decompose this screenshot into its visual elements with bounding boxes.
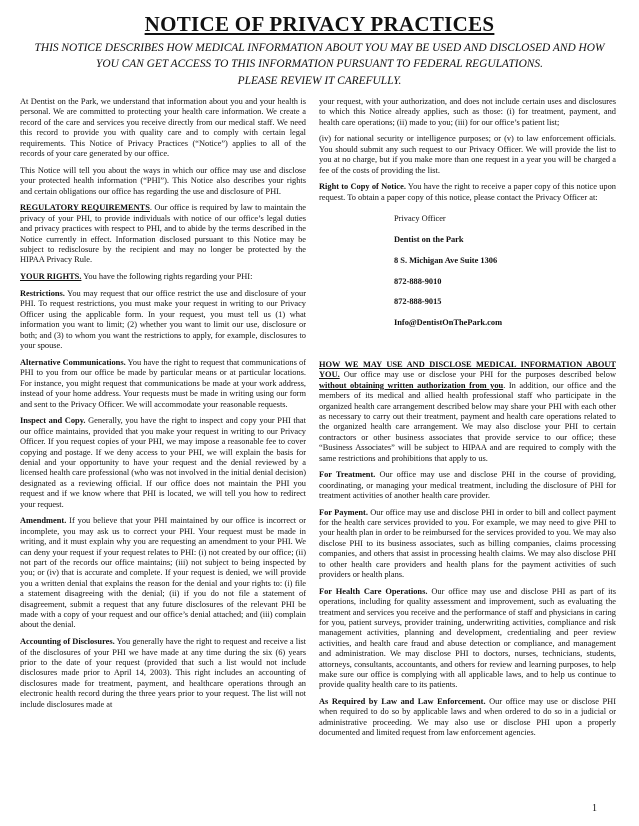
- amendment-section: Amendment. If you believe that your PHI maintained by our office is incorrect or incomplete, you may ask us to correct your PHI. Your request must be made in writing, and it must explain why you are requesting an amendment to your PHI. We can deny your request if your request relates to PHI: (i) not created by our office; (ii) not part of the records our office maintains; (iii) not subject to being inspected by you; or (iv) that is accurate and complete. If your request is denied, we will provide you a written denial that explains the reason for the denial and your rights to: (i) file a statement disagreeing with the denial; (ii) if you do not file a statement of disagreement, submit a request that any future disclosures of the relevant PHI be made with a copy of your request and our office’s denial attached; and (iii) complain about the denial.: [20, 516, 306, 630]
- accounting-heading: Accounting of Disclosures.: [20, 637, 115, 647]
- left-column: [20, 97, 306, 716]
- amendment-heading: Amendment.: [20, 516, 67, 526]
- officer-role: Privacy Officer: [394, 214, 446, 224]
- regulatory-heading: REGULATORY REQUIREMENTS: [20, 203, 150, 213]
- inspect-copy-section: Inspect and Copy. Generally, you have the right to inspect and copy your PHI that our office maintains, provided that you make your request in writing to our Privacy Officer. If you request copies of your PHI, we may impose a reasonable fee to cover copying and postage. If we deny access to your PHI, we will explain the basis for denial and your opportunity to have your request and the denial reviewed by a licensed health care professional (who was not involved in the initial denial decision) designated as a reviewing official. If our office does not maintain the PHI you request and if we know where that PHI is located, we will tell you how to redirect your request.: [20, 416, 306, 509]
- treatment-section: For Treatment. Our office may use and disclose PHI in the course of providing, coordinating, or managing your medical treatment, including the disclosure of PHI for treatment activities of another health care provider.: [319, 470, 616, 501]
- page-number: 1: [592, 803, 597, 814]
- restrictions-heading: Restrictions.: [20, 289, 65, 299]
- operations-section: For Health Care Operations. Our office may use and disclose PHI as part of its operations, including for quality assessment and improvement, such as evaluating the treatment and services you receive and the performance of staff and physicians in caring for you, patient surveys, provider training, underwriting activities, compliance and risk management activities, planning and development, credentialing and peer review activities, and health care fraud and abuse detection or compliance, and management and administration. We may disclose PHI to doctors, nurses, technicians, students, attorneys, consultants, accountants, and others for review and learning purposes, to help make sure our office is complying with all applicable laws, and to help us continue to provide quality health care to its patients.: [319, 586, 616, 690]
- without-authorization-emphasis: without obtaining written authorization from you: [319, 380, 504, 390]
- rights-heading: YOUR RIGHTS.: [20, 272, 82, 282]
- uses-disclosures-heading: HOW WE MAY USE AND DISCLOSE MEDICAL INFORMATION ABOUT YOU.: [319, 360, 616, 380]
- spacer: [319, 334, 616, 360]
- alternative-communications-section: Alternative Communications. You have the right to request that communications of PHI to you from our office be made by particular means or at particular locations. For instance, you might request that communications be made at your work address, instead of your home address. Your requests must be made in writing using our form and sent to the Privacy Officer. We will accommodate your reasonable requests.: [20, 357, 307, 409]
- copy-notice-heading: Right to Copy of Notice.: [319, 182, 406, 192]
- phone-number: 872-888-9015: [394, 297, 442, 307]
- inspect-copy-heading: Inspect and Copy.: [20, 416, 86, 426]
- regulatory-section: REGULATORY REQUIREMENTS. Our office is required by law to maintain the privacy of your PHI, to provide individuals with notice of our office’s legal duties and privacy practices with respect to PHI, and to abide by the terms described in the Notice currently in effect. Information disclosed pursuant to this Notice may be subject to redisclosure by the recipient and may no longer be protected by the HIPAA Privacy Rule.: [20, 203, 306, 265]
- payment-section: For Payment. Our office may use and disclose PHI in order to bill and collect payment for the health care services provided to you. For example, we may need to give PHI to your health plan in order to be reimbursed for the services provided to you. We may also disclose PHI to its business associates, such as billing companies, claims processing companies, and others that assist in processing health claims. We may also disclose PHI to other health care providers and health plans for the payment activities of such providers or health plans.: [319, 507, 616, 580]
- right-column: [319, 97, 616, 745]
- review-notice: PLEASE REVIEW IT CAREFULLY.: [237, 75, 402, 87]
- street-address: 8 S. Michigan Ave Suite 1306: [394, 255, 498, 265]
- phone-number: 872-888-9010: [394, 276, 442, 286]
- operations-heading: For Health Care Operations.: [319, 586, 428, 596]
- privacy-officer-address: [394, 209, 616, 334]
- practice-name: Dentist on the Park: [394, 235, 464, 245]
- law-enforcement-section: As Required by Law and Law Enforcement. Our office may use or disclose PHI when required to do so by applicable laws and when ordered to do so in a judicial or administrative proceeding. We may also use or disclose PHI upon a properly documented and limited request from law enforcement agencies.: [319, 696, 616, 738]
- law-enforcement-heading: As Required by Law and Law Enforcement.: [319, 696, 486, 706]
- accounting-section: Accounting of Disclosures. You generally have the right to request and receive a list of the disclosures of your PHI we have made at any time during the six (6) years prior to the date of your request (provided that such a list would not include disclosures made prior to April 14, 2003). This right includes an accounting of disclosures made for treatment, payment, and healthcare operations through an electronic health record during the three years prior to your request. The list will not include disclosures made at: [20, 637, 306, 709]
- restrictions-section: Restrictions. You may request that our office restrict the use and disclosure of your PHI. To request restrictions, you must make your request in writing to our Privacy Officer using the applicable form. In your request, you must tell us (1) what information you want to limit; (2) whether you want to limit our use, disclosure or both; and (3) to whom you want the restrictions to apply, for example, disclosures to your spouse.: [20, 289, 306, 351]
- accounting-continued: your request, with your authorization, and does not include certain uses and disclosures to which this Notice already applies, such as those: (i) for treatment, payment, and health care operations; (ii) made to you; (iii) for our office’s patient list;: [319, 97, 616, 127]
- rights-section: YOUR RIGHTS. You have the following rights regarding your PHI:: [20, 272, 253, 282]
- accounting-continued: (iv) for national security or intelligence purposes; or (v) to law enforcement officials. You should submit any such request to our Privacy Officer. We will provide the list to you at no charge, but if you make more than one request in a year you will be charged a fee of the costs of providing the list.: [319, 134, 616, 175]
- alternative-communications-heading: Alternative Communications.: [20, 357, 126, 367]
- intro-paragraph: This Notice will tell you about the ways in which our office may use and disclose your protected health information (“PHI”). This Notice also describes your rights and certain obligations our office has regarding the use and disclosure of PHI.: [20, 165, 306, 196]
- email-address: Info@DentistOnThePark.com: [394, 318, 503, 328]
- page-title: NOTICE OF PRIVACY PRACTICES: [144, 12, 495, 36]
- payment-heading: For Payment.: [319, 507, 368, 517]
- uses-disclosures-section: HOW WE MAY USE AND DISCLOSE MEDICAL INFORMATION ABOUT YOU. Our office may use or disclose your PHI for the purposes described below without obtaining written authorization from you. In addition, our office and the members of its medical and allied health professional staff who participate in the organized health care arrangement described below may share your PHI with each other as necessary to carry out their treatment, payment and health care operations related to the organized health care arrangement. We may also disclose your PHI to certain contractors or other business associates that provide service to our office; these “Business Associates” will be subject to HIPAA and are required to comply with the same restrictions and prohibitions that apply to us.: [319, 360, 617, 463]
- treatment-heading: For Treatment.: [319, 470, 376, 480]
- notice-subtitle: THIS NOTICE DESCRIBES HOW MEDICAL INFORMATION ABOUT YOU MAY BE USED AND DISCLOSED AND HOW YOU CAN GET ACCESS TO THIS INFORMATION PURSUANT TO FEDERAL REGULATIONS.: [34, 42, 605, 70]
- copy-notice-section: Right to Copy of Notice. You have the right to receive a paper copy of this notice upon request. To obtain a paper copy of this notice, please contact the Privacy Officer at:: [319, 182, 616, 202]
- intro-paragraph: At Dentist on the Park, we understand that information about you and your health is personal. We are committed to protecting your health care information. We create a record of the care and services you receive directly from our medical staff. We need this record to provide you with quality care and to comply with certain legal requirements. This Notice of Privacy Practices (“Notice”) applies to all of the records of your care generated by our office.: [20, 97, 306, 159]
